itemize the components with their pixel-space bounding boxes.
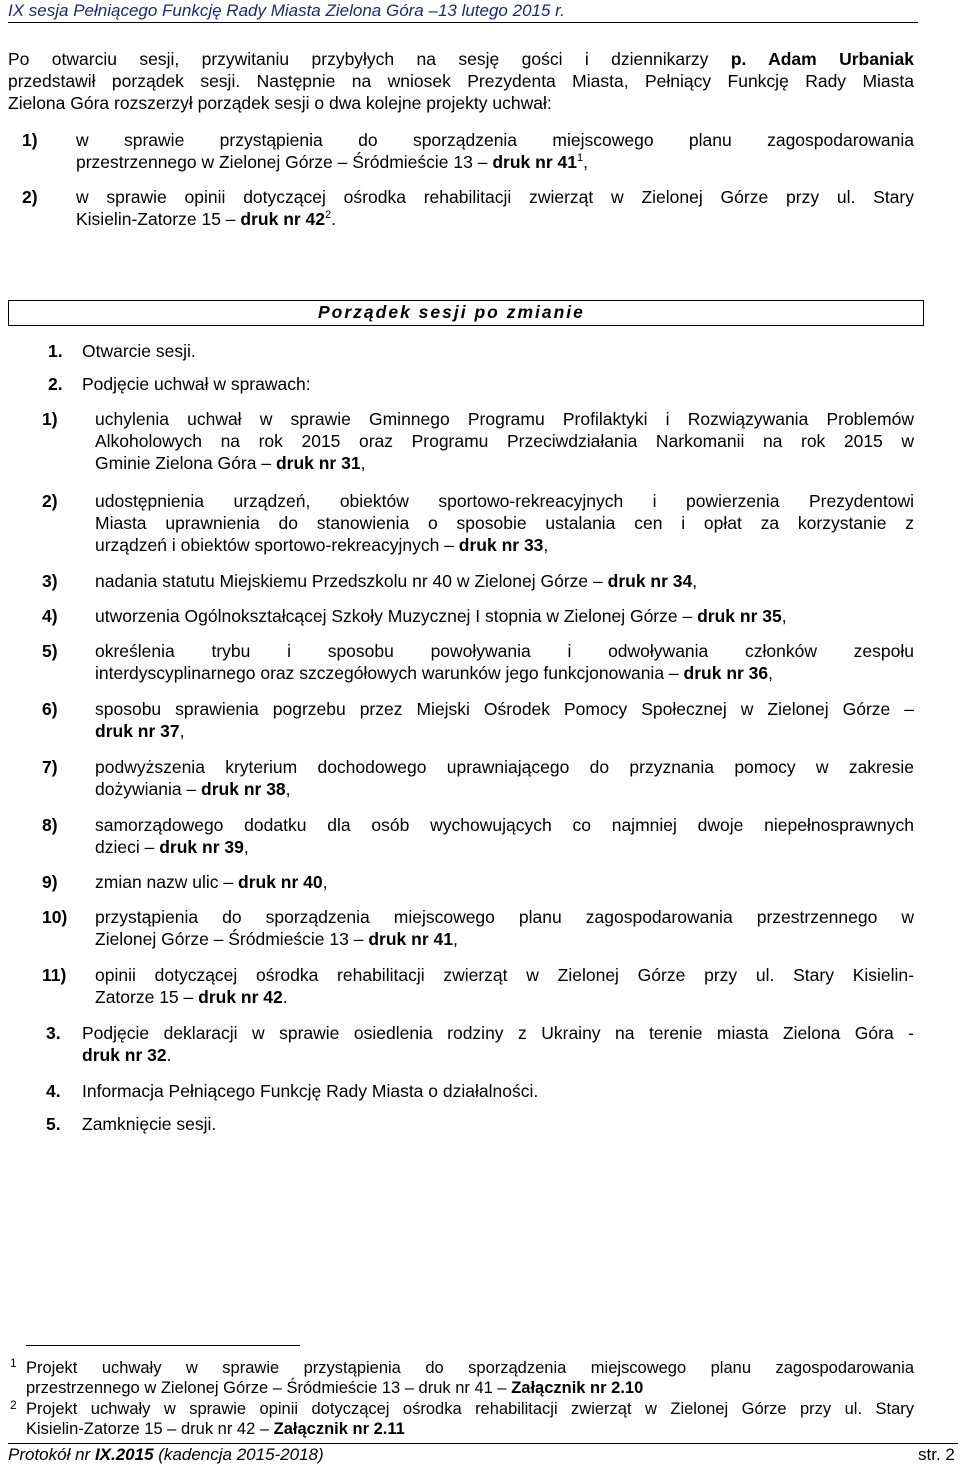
resolution-line xyxy=(95,871,914,893)
protocol-number: IX.2015 xyxy=(94,1445,154,1464)
footnote-ref: 2 xyxy=(325,209,332,222)
druk-reference: druk nr 36 xyxy=(683,663,769,683)
footer-text: (kadencja 2015-2018) xyxy=(153,1445,324,1464)
header-divider xyxy=(8,22,918,23)
agenda-number: 5. xyxy=(46,1114,61,1134)
resolution-text: Zatorze 15 – xyxy=(95,987,194,1007)
agenda-item-1: Otwarcie sesji. xyxy=(82,341,196,361)
resolution-line xyxy=(95,986,914,1008)
resolution-text: interdyscyplinarnego oraz szczegółowych warunków jego funkcjonowania – xyxy=(95,663,679,683)
resolution-line xyxy=(95,662,914,684)
druk-reference: druk nr 39 xyxy=(159,837,244,857)
resolution-text: zmian nazw ulic – xyxy=(95,872,234,892)
resolution-number: 9) xyxy=(42,872,58,892)
intro-text: Po otwarciu sesji, przywitaniu przybyłych na sesję gości i dziennikarzy xyxy=(8,49,709,69)
punctuation: , xyxy=(543,535,549,555)
punctuation: , xyxy=(692,571,698,591)
resolution-line xyxy=(95,836,914,858)
punctuation: , xyxy=(583,152,588,172)
agenda-title: Porządek sesji po zmianie xyxy=(318,302,585,322)
resolution-number: 11) xyxy=(42,965,67,985)
intro-line-2: przedstawił porządek sesji. Następnie na wniosek Prezydenta Miasta, Pełniący Funkcję Rady Miasta xyxy=(8,71,914,91)
resolution-line: sposobu sprawienia pogrzebu przez Miejski Ośrodek Pomocy Społecznej w Zielonej Górze – xyxy=(95,699,914,719)
agenda-item-2: Podjęcie uchwał w sprawach: xyxy=(82,374,311,394)
punctuation: , xyxy=(781,606,787,626)
druk-reference: druk nr 41 xyxy=(368,929,453,949)
footnote-ref: 1 xyxy=(576,152,584,165)
footnote-text: Kisielin-Zatorze 15 – druk nr 42 – xyxy=(26,1420,270,1438)
agenda-item-4: Informacja Pełniącego Funkcję Rady Miasta o działalności. xyxy=(82,1081,539,1101)
resolution-text: Gminie Zielona Góra – xyxy=(95,453,272,473)
punctuation: . xyxy=(166,1045,172,1065)
footnote-mark: 1 xyxy=(10,1356,17,1370)
druk-reference: druk nr 37 xyxy=(95,721,180,741)
resolution-number: 1) xyxy=(42,409,58,429)
resolution-text: dożywiania – xyxy=(95,779,197,799)
resolution-line: samorządowego dodatku dla osób wychowujących co najmniej dwoje niepełnosprawnych xyxy=(95,815,914,835)
resolution-line: przystąpienia do sporządzenia miejscowego planu zagospodarowania przestrzennego w xyxy=(95,907,914,927)
druk-reference: druk nr 33 xyxy=(458,535,544,555)
added-item-2-line-1: w sprawie opinii dotyczącej ośrodka rehabilitacji zwierząt w Zielonej Górze przy ul. Stary xyxy=(76,187,914,207)
speaker-name: p. Adam Urbaniak xyxy=(730,49,914,69)
agenda-number: 4. xyxy=(46,1081,61,1101)
resolution-line xyxy=(95,778,914,800)
added-item-text: przestrzennego w Zielonej Górze – Śródmieście 13 – xyxy=(76,152,488,172)
resolution-text: nadania statutu Miejskiemu Przedszkolu nr 40 w Zielonej Górze – xyxy=(95,571,603,591)
punctuation: , xyxy=(322,872,328,892)
resolution-line: uchylenia uchwał w sprawie Gminnego Programu Profilaktyki i Rozwiązywania Problemów xyxy=(95,409,914,429)
resolution-number: 10) xyxy=(42,907,68,927)
footnote-1-line-2 xyxy=(26,1378,914,1398)
resolution-line: Miasta uprawnienia do stanowienia o sposobie ustalania cen i opłat za korzystanie z xyxy=(95,513,914,533)
resolution-line: określenia trybu i sposobu powoływania i odwoływania członków zespołu xyxy=(95,641,914,661)
footnote-text: przestrzennego w Zielonej Górze – Śródmieście 13 – druk nr 41 – xyxy=(26,1379,507,1397)
annex-reference: Załącznik nr 2.10 xyxy=(511,1379,644,1397)
resolution-text: Zielonej Górze – Śródmieście 13 – xyxy=(95,929,364,949)
footer-protocol xyxy=(8,1444,324,1466)
punctuation: . xyxy=(331,209,337,229)
resolution-text: dzieci – xyxy=(95,837,155,857)
added-item-1-line-1: w sprawie przystąpienia do sporządzenia miejscowego planu zagospodarowania xyxy=(76,130,914,150)
punctuation: , xyxy=(768,663,774,683)
punctuation: . xyxy=(282,987,288,1007)
resolution-text: utworzenia Ogólnokształcącej Szkoły Muzycznej I stopnia w Zielonej Górze – xyxy=(95,606,693,626)
page-header: IX sesja Pełniącego Funkcję Rady Miasta Zielona Góra –13 lutego 2015 r. xyxy=(8,1,565,20)
footer-text: Protokół nr xyxy=(8,1445,95,1464)
added-item-number: 2) xyxy=(22,187,38,207)
resolution-text: urządzeń i obiektów sportowo-rekreacyjnych – xyxy=(95,535,454,555)
footnote-divider xyxy=(26,1345,300,1346)
resolution-line xyxy=(95,534,914,556)
added-item-1-line-2 xyxy=(76,151,914,173)
page-number: str. 2 xyxy=(918,1445,955,1464)
druk-reference: druk nr 41 xyxy=(492,152,577,172)
added-item-2-line-2 xyxy=(76,208,914,230)
punctuation: , xyxy=(179,721,185,741)
resolution-line: Alkoholowych na rok 2015 oraz Programu Przeciwdziałania Narkomanii na rok 2015 w xyxy=(95,431,914,451)
resolution-line xyxy=(95,452,914,474)
punctuation: , xyxy=(452,929,458,949)
druk-reference: druk nr 35 xyxy=(697,606,782,626)
resolution-line xyxy=(95,720,914,742)
punctuation: , xyxy=(360,453,366,473)
resolution-number: 4) xyxy=(42,606,58,626)
druk-reference: druk nr 34 xyxy=(607,571,693,591)
agenda-item-3-line-1: Podjęcie deklaracji w sprawie osiedlenia rodziny z Ukrainy na terenie miasta Zielona Góra - xyxy=(82,1023,914,1043)
resolution-line: podwyższenia kryterium dochodowego uprawniającego do przyznania pomocy w zakresie xyxy=(95,757,914,777)
resolution-number: 2) xyxy=(42,491,58,511)
druk-reference: druk nr 32 xyxy=(82,1045,167,1065)
footnote-2-line-1: Projekt uchwały w sprawie opinii dotyczącej ośrodka rehabilitacji zwierząt w Zielonej Górze przy ul. Stary xyxy=(26,1400,914,1418)
druk-reference: druk nr 42 xyxy=(198,987,283,1007)
druk-reference: druk nr 31 xyxy=(275,453,361,473)
added-item-number: 1) xyxy=(22,130,38,150)
annex-reference: Załącznik nr 2.11 xyxy=(273,1420,405,1438)
footnote-2-line-2 xyxy=(26,1419,914,1439)
resolution-line xyxy=(95,928,914,950)
agenda-number: 1. xyxy=(48,341,63,361)
intro-line-1 xyxy=(8,48,914,70)
resolution-line: udostępnienia urządzeń, obiektów sportowo-rekreacyjnych i powierzenia Prezydentowi xyxy=(95,491,914,511)
footnote-1-line-1: Projekt uchwały w sprawie przystąpienia do sporządzenia miejscowego planu zagospodarowania xyxy=(26,1359,914,1377)
resolution-number: 7) xyxy=(42,757,58,777)
resolution-number: 6) xyxy=(42,699,58,719)
punctuation: , xyxy=(285,779,291,799)
resolution-number: 8) xyxy=(42,815,58,835)
druk-reference: druk nr 38 xyxy=(201,779,286,799)
agenda-item-3-line-2 xyxy=(82,1044,172,1066)
agenda-item-5: Zamknięcie sesji. xyxy=(82,1114,217,1134)
resolution-line: opinii dotyczącej ośrodka rehabilitacji zwierząt w Zielonej Górze przy ul. Stary Kisielin- xyxy=(95,965,914,985)
agenda-number: 3. xyxy=(46,1023,61,1043)
resolution-line xyxy=(95,605,914,627)
footnote-mark: 2 xyxy=(10,1398,17,1412)
resolution-line xyxy=(95,570,914,592)
punctuation: , xyxy=(243,837,249,857)
resolution-number: 5) xyxy=(42,641,58,661)
druk-reference: druk nr 42 xyxy=(240,209,326,229)
druk-reference: druk nr 40 xyxy=(238,872,323,892)
intro-line-3: Zielona Góra rozszerzył porządek sesji o dwa kolejne projekty uchwał: xyxy=(8,93,552,113)
agenda-number: 2. xyxy=(48,374,63,394)
added-item-text: Kisielin-Zatorze 15 – xyxy=(76,209,236,229)
resolution-number: 3) xyxy=(42,571,58,591)
